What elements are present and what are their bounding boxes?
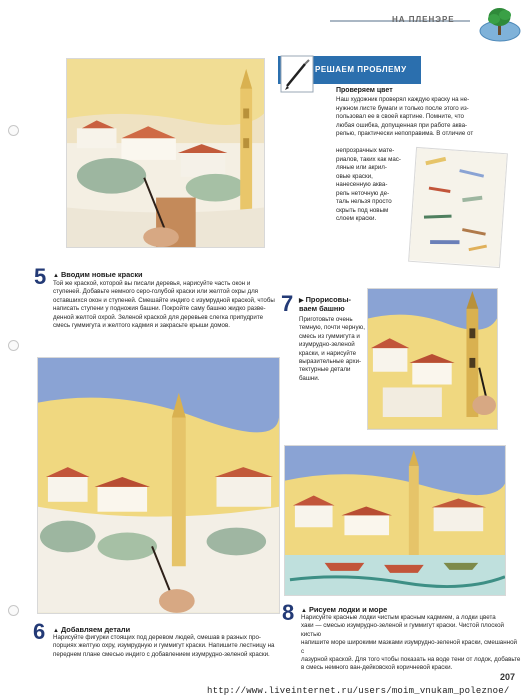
step-5-number: 5	[34, 264, 47, 289]
painting-photo-step6	[37, 357, 280, 614]
step-6-title: ▲ Добавляем детали	[53, 625, 131, 634]
binder-hole	[8, 605, 19, 616]
painting-photo-step5	[66, 58, 265, 248]
step-8-body: Нарисуйте красные лодки чистым красным кадмием, а лодки цвета хаки — смесью изумрудно-зеленой и гуммигут краски. Чистой плоской кистью напишите море широкими мазками изумрудно-зеленой краски, смешанной с лазурной краской. Для того чтобы показать на воде тени от лодок, добавьте в смесь немного ван-дейковской коричневой краски.	[301, 614, 521, 672]
triangle-icon: ▶	[299, 298, 304, 304]
binder-hole	[8, 340, 19, 351]
tip-title: РЕШАЕМ ПРОБЛЕМУ	[315, 65, 407, 74]
page-number: 207	[500, 672, 516, 682]
step-7-title: ▶ Прорисовы- ваем башню	[299, 295, 351, 313]
step-8-number: 8	[282, 600, 295, 625]
step-6-body: Нарисуйте фигурки стоящих под деревом людей, смешав в разных про- порциях желтую охру, изумрудную и гуммигут краски. Напишите лестницу на переднем плане смесью индиго с добавлением изумрудно-зеленой краски.	[53, 634, 275, 658]
tip-body-continued: непрозрачных мате- риалов, таких как мас- ляные или акрил- овые краски, нанесенную аква- рель неточную де- таль нельзя просто скрыть под новым слоем краски.	[336, 147, 401, 222]
brush-pencil-icon	[279, 54, 315, 94]
step-7-body: Приготовьте очень темную, почти черную, смесь из гуммигута и изумрудно-зеленой краски, и нарисуйте выразительные архи- тектурные детали башни.	[299, 316, 365, 382]
binder-hole	[8, 125, 19, 136]
tree-badge-icon	[478, 5, 522, 43]
painting-photo-step7	[367, 288, 498, 430]
tip-subtitle: Проверяем цвет	[336, 87, 393, 94]
triangle-icon: ▲	[53, 628, 59, 634]
step-5-body: Той же краской, которой вы писали деревья, нарисуйте часть окон и ступеней. Добавьте немного серо-голубой краски или желтой охры для оставшихся окон и ступеней. Смешайте индиго с изумрудной краской, чтобы написать ступени у подножия башни. Покройте саму башню жидко разве- денной желтой охрой. Зеленой краской для деревьев слегка припудрите смесь гуммигута и желтого кадмия и закрасьте крыши домов.	[53, 280, 275, 330]
section-header: НА ПЛЕНЭРЕ	[392, 15, 455, 24]
step-7-number: 7	[281, 291, 294, 316]
painting-photo-step8	[284, 445, 506, 596]
triangle-icon: ▲	[301, 608, 307, 614]
step-8-title: ▲ Рисуем лодки и море	[301, 605, 388, 614]
step-6-number: 6	[33, 619, 46, 644]
tip-body: Наш художник проверял каждую краску на не- нужном листе бумаги и только после этого из- пользовал ее в своей картине. Помните, что любая ошибка, допущенная при работе аква- релью, практически непоправима. В отличие от	[336, 96, 474, 137]
triangle-icon: ▲	[53, 273, 59, 279]
step-5-title: ▲ Вводим новые краски	[53, 270, 143, 279]
tip-test-sheet-photo	[408, 147, 508, 268]
footer-url-link[interactable]: http://www.liveinternet.ru/users/moim_vnukam_poleznoe/	[207, 686, 510, 696]
